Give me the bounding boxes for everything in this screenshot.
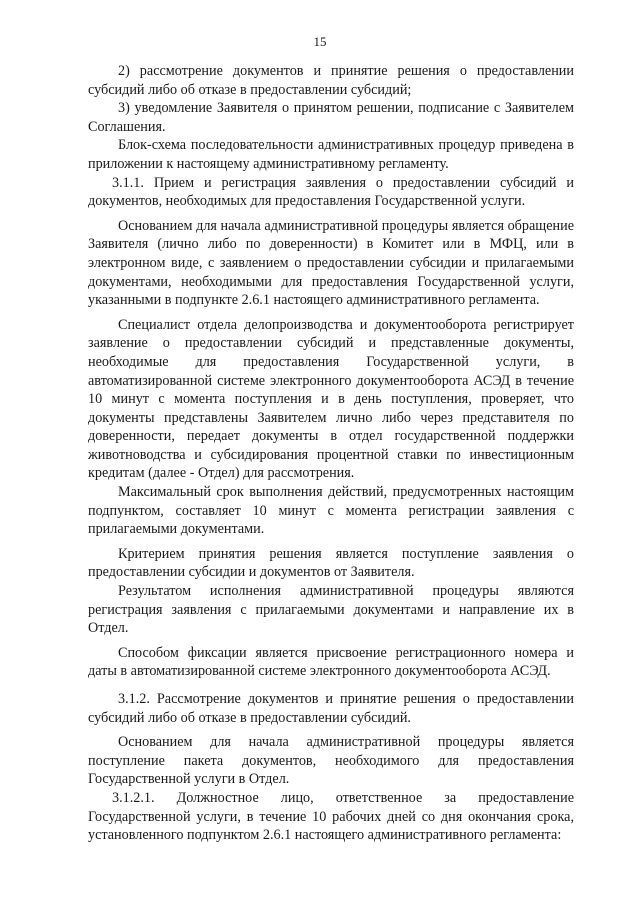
paragraph-specialist: Специалист отдела делопроизводства и документооборота регистрирует заявление о предоставлении субсидий и представленные документы, необходимые для предоставления Государственной услуги, в автоматизированной системе электронного документооборота АСЭД в течение 10 минут с момента поступления и в день поступления, проверяет, что документы представлены Заявителем лично либо через представителя по доверенности, передает документы в отдел государственной поддержки животноводства и субсидирования процентной ставки по инвестиционным кредитам (далее - Отдел) для рассмотрения. [88,316,574,482]
paragraph-max-term: Максимальный срок выполнения действий, предусмотренных настоящим подпунктом, составляет 10 минут с момента регистрации заявления с прилагаемыми документами. [88,484,574,538]
paragraph-block-scheme: Блок-схема последовательности административных процедур приведена в приложении к настоящему административному регламенту. [88,137,574,172]
document-body [88,62,574,845]
paragraph-basis-3-1-2: Основанием для начала административной процедуры является поступление пакета документов, необходимого для предоставления Государственной услуги в Отдел. [88,734,574,788]
page-number: 15 [313,34,327,49]
paragraph-criterion: Критерием принятия решения является поступление заявления о предоставлении субсидии и документов от Заявителя. [88,545,574,581]
paragraph-fixation: Способом фиксации является присвоение регистрационного номера и даты в автоматизированной системе электронного документооборота АСЭД. [88,644,574,680]
paragraph-section-3-1-1: 3.1.1. Прием и регистрация заявления о предоставлении субсидий и документов, необходимых для предоставления Государственной услуги. [88,174,574,210]
paragraph-result: Результатом исполнения административной процедуры являются регистрация заявления с прилагаемыми документами и направление их в Отдел. [88,583,574,637]
paragraph-section-3-1-2: 3.1.2. Рассмотрение документов и принятие решения о предоставлении субсидий либо об отказе в предоставлении субсидий. [88,691,574,726]
paragraph-basis-3-1-1: Основанием для начала административной процедуры является обращение Заявителя (лично либо по доверенности) в Комитет или в МФЦ, или в электронном виде, с заявлением о предоставлении субсидии и прилагаемыми документами, необходимыми для предоставления Государственной услуги, указанными в подпункте 2.6.1 настоящего административного регламента. [88,217,574,309]
paragraph-item-3: 3) уведомление Заявителя о принятом решении, подписание с Заявителем Соглашения. [88,100,574,135]
paragraph-section-3-1-2-1: 3.1.2.1. Должностное лицо, ответственное за предоставление Государственной услуги, в течение 10 рабочих дней со дня окончания срока, установленного подпунктом 2.6.1 настоящего административного регламента: [88,789,574,844]
paragraph-item-2: 2) рассмотрение документов и принятие решения о предоставлении субсидий либо об отказе в предоставлении субсидий; [88,63,574,98]
